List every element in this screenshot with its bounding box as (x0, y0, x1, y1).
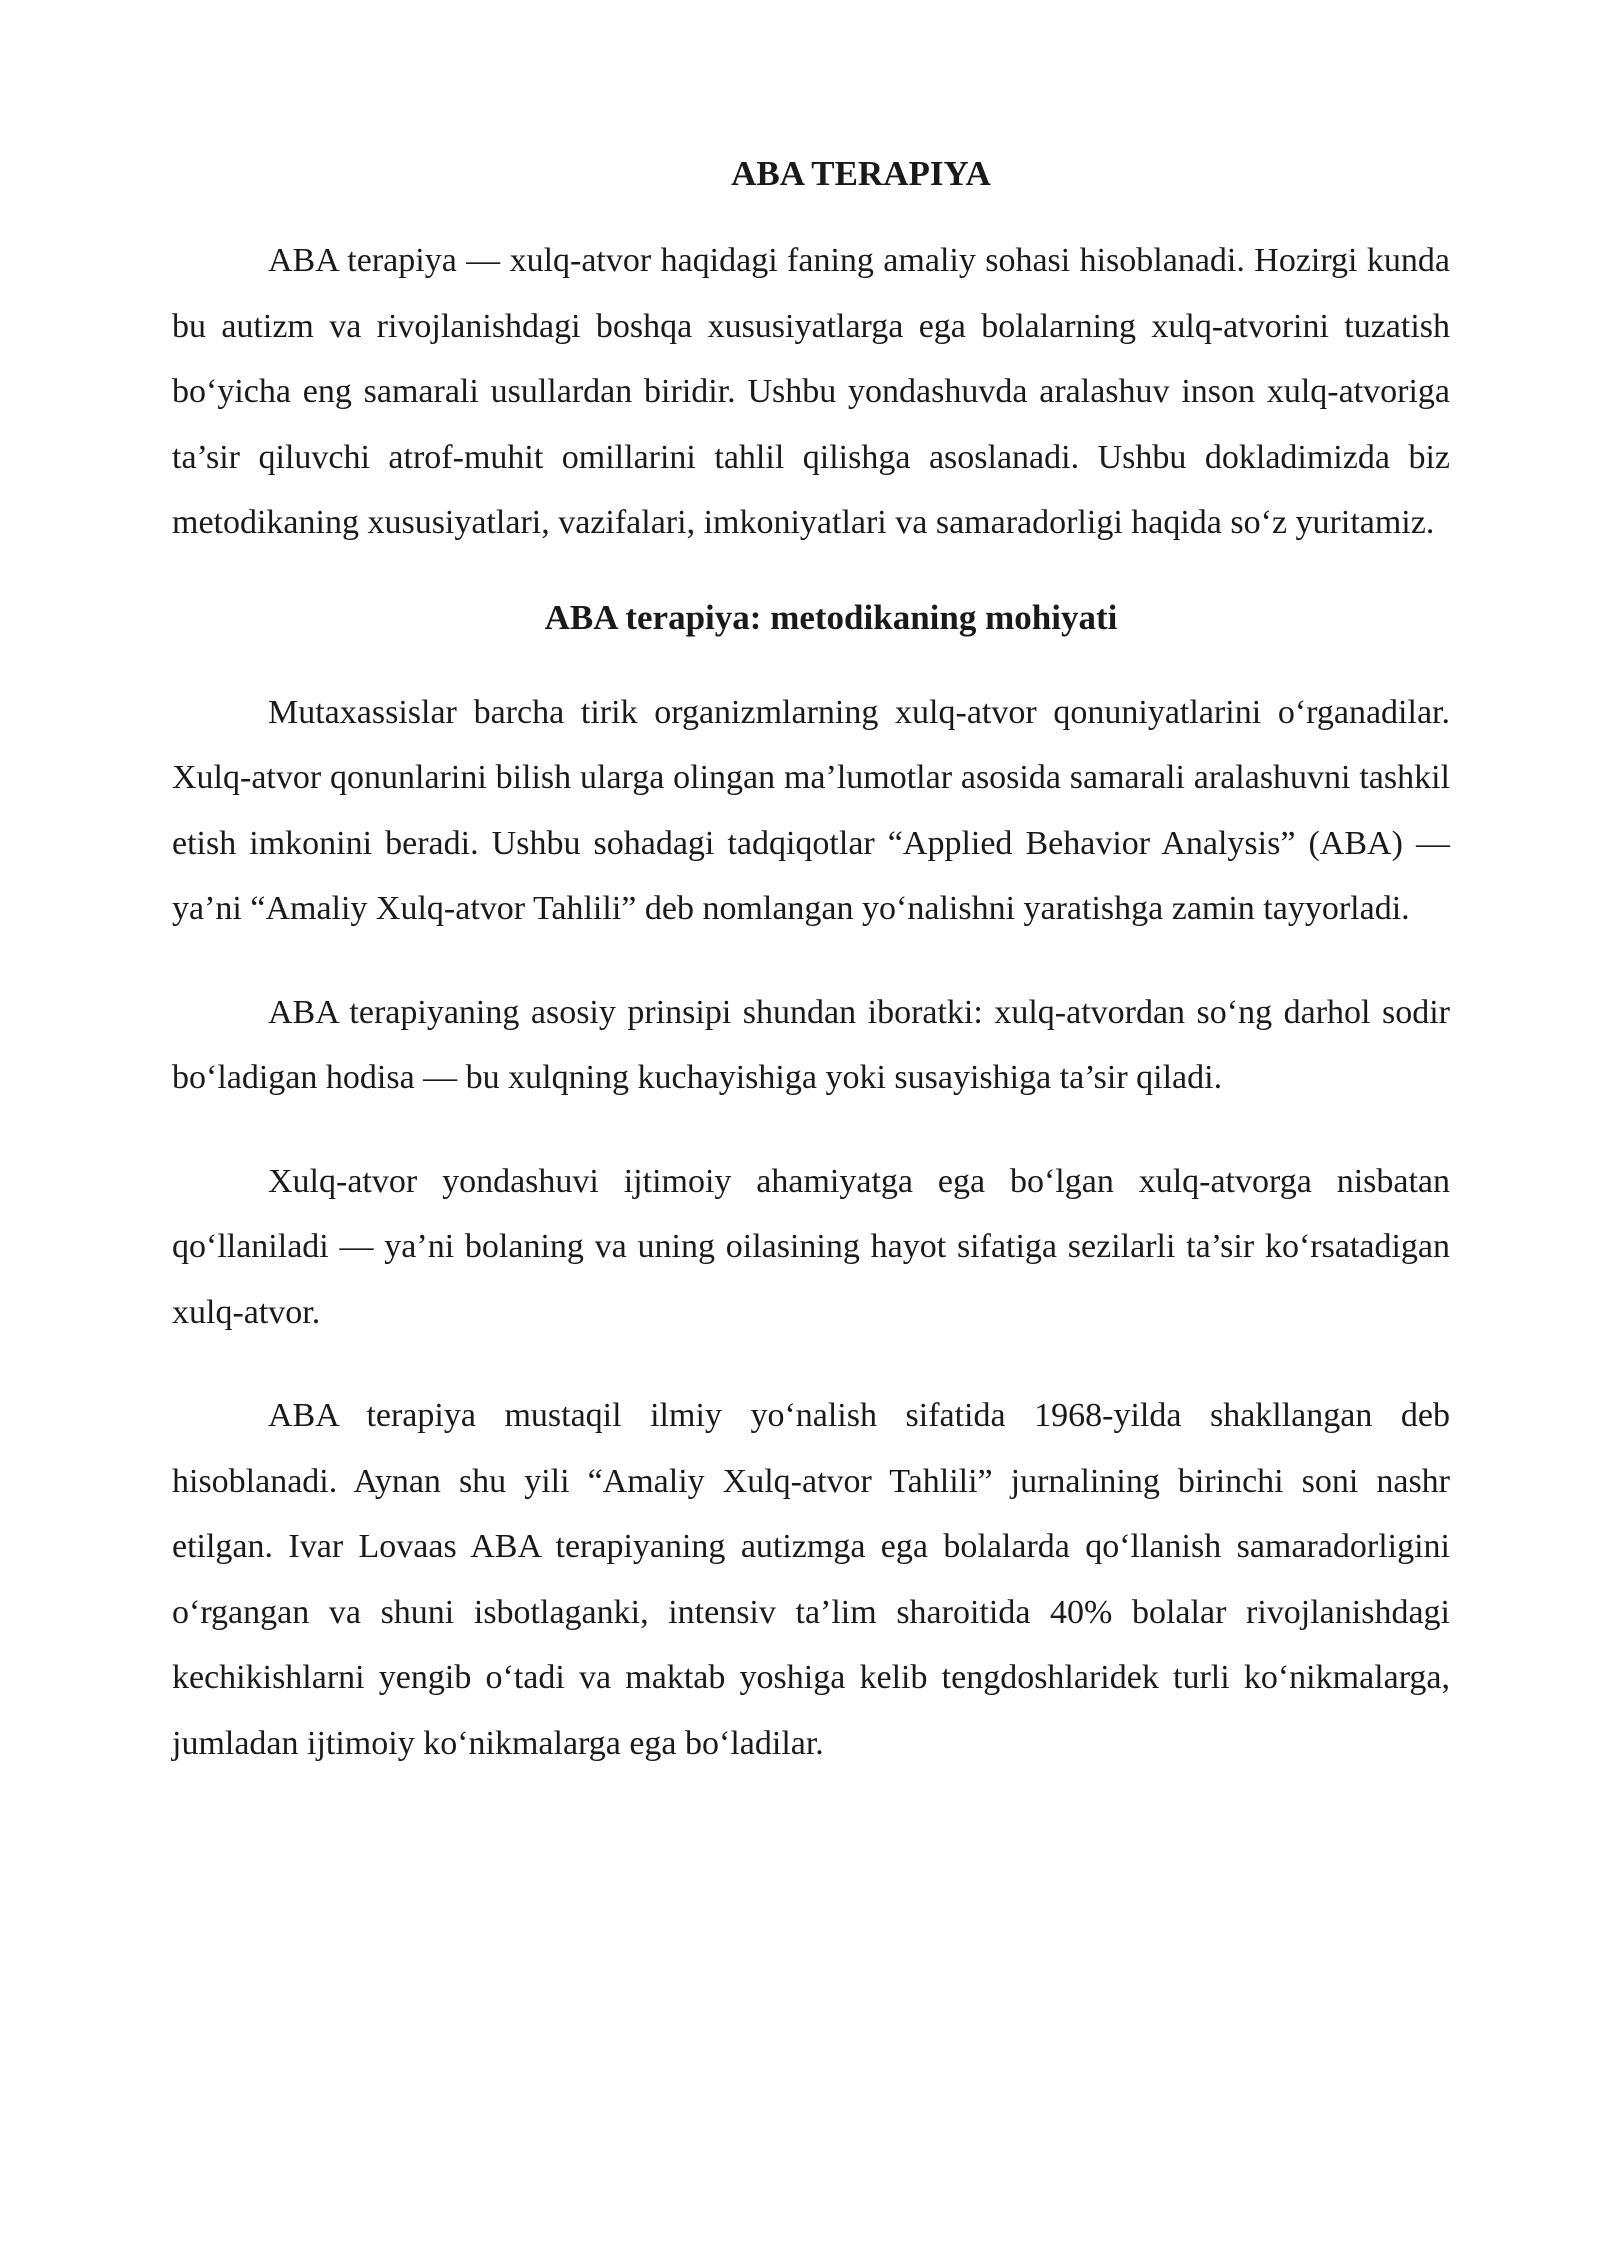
document-body (172, 150, 1450, 1814)
section-heading: ABA terapiya: metodikaning mohiyati (544, 597, 1118, 637)
section-paragraph-1: Mutaxassislar barcha tirik organizmlarning xulq-atvor qonuniyatlarini o‘rganadilar. Xulq-atvor qonunlarini bilish ularga olingan ma’lumotlar asosida samarali aralashuvni tashkil etish imkonini beradi. Ushbu sohadagi tadqiqotlar “Applied Behavior Analysis” (ABA) — ya’ni “Amaliy Xulq-atvor Tahlili” deb nomlangan yo‘nalishni yaratishga zamin tayyorladi. (172, 693, 1450, 927)
section-paragraph-4: ABA terapiya mustaqil ilmiy yo‘nalish sifatida 1968-yilda shakllangan deb hisoblanadi. Aynan shu yili “Amaliy Xulq-atvor Tahlili” jurnalining birinchi soni nashr etilgan. Ivar Lovaas ABA terapiyaning autizmga ega bolalarda qo‘llanish samaradorligini o‘rgangan va shuni isbotlaganki, intensiv ta’lim sharoitida 40% bolalar rivojlanishdagi kechikishlarni yengib o‘tadi va maktab yoshiga kelib tengdoshlaridek turli ko‘nikmalarga, jumladan ijtimoiy ko‘nikmalarga ega bo‘ladilar. (172, 1397, 1450, 1762)
section-paragraph-2: ABA terapiyaning asosiy prinsipi shundan iboratki: xulq-atvordan so‘ng darhol sodir bo‘ladigan hodisa — bu xulqning kuchayishiga yoki susayishiga ta’sir qiladi. (172, 993, 1450, 1096)
intro-paragraph: ABA terapiya — xulq-atvor haqidagi faning amaliy sohasi hisoblanadi. Hozirgi kunda bu autizm va rivojlanishdagi boshqa xususiyatlarga ega bolalarning xulq-atvorini tuzatish bo‘yicha eng samarali usullardan biridir. Ushbu yondashuvda aralashuv inson xulq-atvoriga ta’sir qiluvchi atrof-muhit omillarini tahlil qilishga asoslanadi. Ushbu dokladimizda biz metodikaning xususiyatlari, vazifalari, imkoniyatlari va samaradorligi haqida so‘z yuritamiz. (172, 242, 1450, 541)
section-paragraph-3: Xulq-atvor yondashuvi ijtimoiy ahamiyatga ega bo‘lgan xulq-atvorga nisbatan qo‘llaniladi — ya’ni bolaning va uning oilasining hayot sifatiga sezilarli ta’sir ko‘rsatadigan xulq-atvor. (172, 1162, 1450, 1331)
document-title: ABA TERAPIYA (731, 154, 991, 193)
